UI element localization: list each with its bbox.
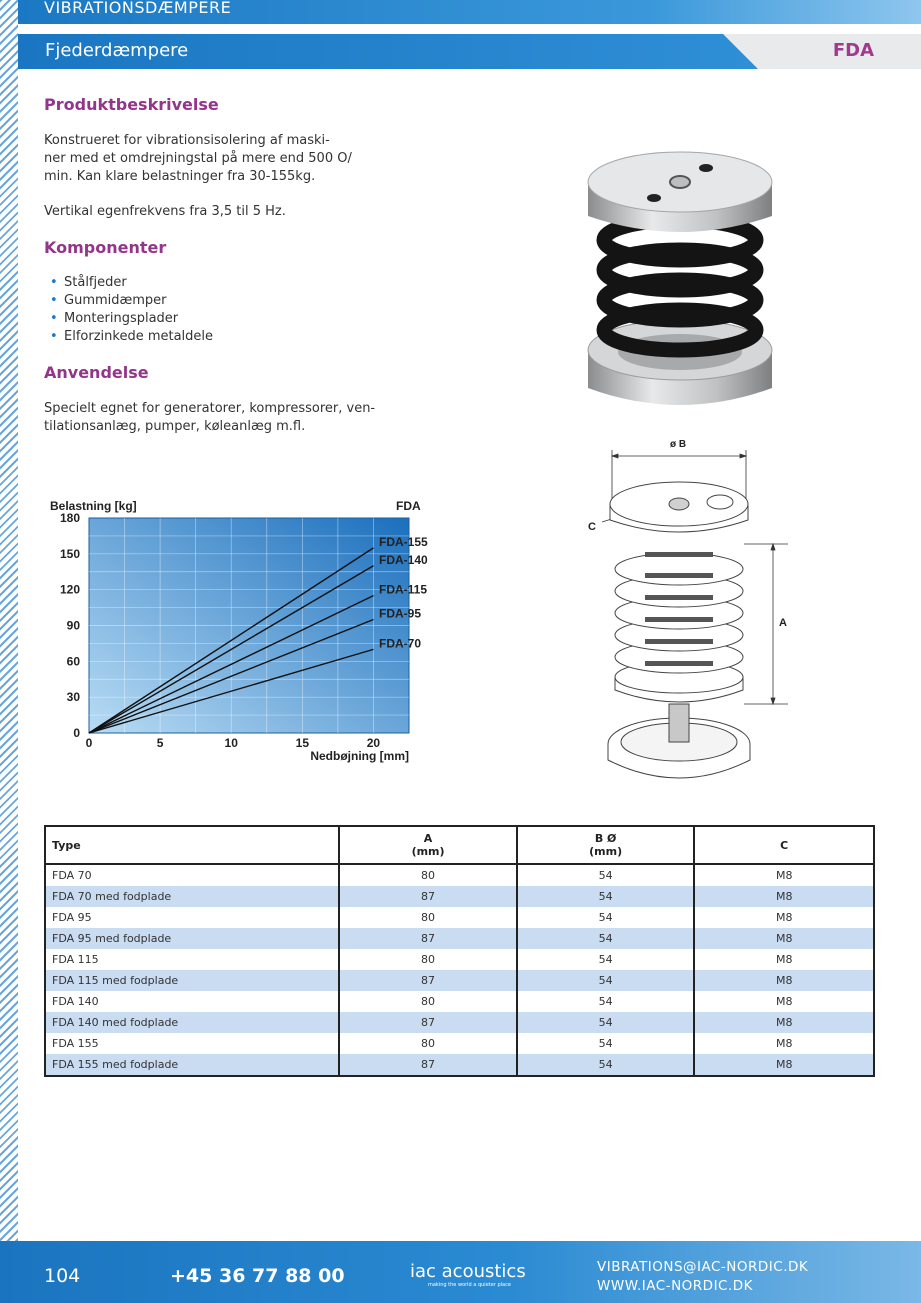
list-item: • Gummidæmper xyxy=(44,292,213,310)
load-deflection-chart xyxy=(44,496,444,766)
table-cell: FDA 140 med fodplade xyxy=(45,1012,339,1033)
table-cell: M8 xyxy=(694,886,874,907)
x-tick-label: 20 xyxy=(366,736,381,750)
table-cell: 87 xyxy=(339,970,517,991)
application-line: tilationsanlæg, pumper, køleanlæg m.fl. xyxy=(44,419,306,434)
x-tick-label: 5 xyxy=(156,736,164,750)
decorative-stripe xyxy=(0,0,18,1303)
y-tick-label: 30 xyxy=(66,690,80,705)
product-code: FDA xyxy=(832,40,874,61)
table-cell: FDA 140 xyxy=(45,991,339,1012)
table-cell: FDA 155 xyxy=(45,1033,339,1054)
table-row xyxy=(45,1012,874,1033)
table-cell: FDA 155 med fodplade xyxy=(45,1054,339,1076)
description-line: min. Kan klare belastninger fra 30-155kg. xyxy=(44,169,316,184)
x-tick-label: 0 xyxy=(85,736,93,750)
frequency-text: Vertikal egenfrekvens fra 3,5 til 5 Hz. xyxy=(44,204,286,219)
table-cell: 87 xyxy=(339,928,517,949)
y-axis-label: Belastning [kg] xyxy=(50,499,137,513)
table-cell: M8 xyxy=(694,928,874,949)
y-tick-label: 120 xyxy=(59,582,80,597)
table-cell: M8 xyxy=(694,907,874,928)
description-text xyxy=(44,132,352,186)
spec-table xyxy=(44,825,875,1077)
table-cell: FDA 115 xyxy=(45,949,339,970)
y-tick-label: 180 xyxy=(59,511,80,525)
table-cell: 54 xyxy=(517,928,695,949)
table-cell: 54 xyxy=(517,949,695,970)
column-header-label: B Ø xyxy=(594,832,617,845)
series-label: FDA-155 xyxy=(379,534,428,549)
table-row xyxy=(45,907,874,928)
table-row xyxy=(45,949,874,970)
x-axis-label: Nedbøjning [mm] xyxy=(310,749,409,763)
y-tick-label: 150 xyxy=(59,546,80,561)
table-cell: M8 xyxy=(694,1054,874,1076)
dimension-b-label: ø B xyxy=(670,439,687,450)
series-label: FDA-70 xyxy=(379,636,422,651)
column-header-label: A xyxy=(423,832,433,845)
website-link[interactable]: WWW.IAC-NORDIC.DK xyxy=(597,1278,754,1294)
column-header xyxy=(517,826,695,864)
title-bar xyxy=(18,34,921,69)
list-item: • Elforzinkede metaldele xyxy=(44,328,213,346)
series-label: FDA-95 xyxy=(379,606,422,621)
chart-title: FDA xyxy=(396,499,421,513)
footer xyxy=(0,1241,921,1303)
table-cell: FDA 95 med fodplade xyxy=(45,928,339,949)
table-cell: 54 xyxy=(517,991,695,1012)
table-cell: M8 xyxy=(694,949,874,970)
table-cell: 54 xyxy=(517,1054,695,1076)
y-tick-label: 60 xyxy=(66,654,80,669)
table-cell: 54 xyxy=(517,907,695,928)
table-cell: 54 xyxy=(517,1033,695,1054)
table-cell: 54 xyxy=(517,970,695,991)
table-cell: FDA 115 med fodplade xyxy=(45,970,339,991)
table-cell: FDA 70 xyxy=(45,864,339,886)
table-cell: 87 xyxy=(339,1012,517,1033)
column-header xyxy=(45,826,339,864)
description-line: Konstrueret for vibrationsisolering af maski- xyxy=(44,133,330,148)
table-cell: FDA 95 xyxy=(45,907,339,928)
dimension-a-label: A xyxy=(779,617,787,629)
column-header xyxy=(694,826,874,864)
table-header-row xyxy=(45,826,874,864)
description-heading: Produktbeskrivelse xyxy=(44,95,219,114)
table-row xyxy=(45,1033,874,1054)
section-label: VIBRATIONSDÆMPERE xyxy=(44,0,232,17)
table-cell: 54 xyxy=(517,864,695,886)
components-list xyxy=(44,274,213,346)
brand-tagline: making the world a quieter place xyxy=(428,1282,511,1288)
table-cell: 54 xyxy=(517,886,695,907)
table-cell: 80 xyxy=(339,864,517,886)
series-label: FDA-140 xyxy=(379,552,428,567)
application-line: Specielt egnet for generatorer, kompressorer, ven- xyxy=(44,401,376,416)
application-heading: Anvendelse xyxy=(44,363,149,382)
table-row xyxy=(45,928,874,949)
list-item: • Stålfjeder xyxy=(44,274,213,292)
table-row xyxy=(45,886,874,907)
table-cell: M8 xyxy=(694,864,874,886)
table-row xyxy=(45,991,874,1012)
table-cell: M8 xyxy=(694,1033,874,1054)
table-cell: 80 xyxy=(339,949,517,970)
table-cell: 80 xyxy=(339,991,517,1012)
series-label: FDA-115 xyxy=(379,582,428,597)
column-header xyxy=(339,826,517,864)
description-line: ner med et omdrejningstal på mere end 500 O/ xyxy=(44,151,352,166)
y-tick-label: 0 xyxy=(73,726,80,740)
table-cell: M8 xyxy=(694,991,874,1012)
column-header-unit: (mm) xyxy=(411,845,445,858)
table-row xyxy=(45,1054,874,1076)
x-tick-label: 15 xyxy=(295,736,310,750)
dimension-c-label: C xyxy=(588,521,596,533)
product-photo xyxy=(580,130,780,430)
column-header-label: C xyxy=(780,838,789,852)
page-number: 104 xyxy=(44,1265,81,1287)
email-link[interactable]: VIBRATIONS@IAC-NORDIC.DK xyxy=(597,1259,809,1275)
brand-logo: iac acoustics xyxy=(410,1261,526,1282)
column-header-label: Type xyxy=(52,838,81,852)
technical-drawing xyxy=(570,432,800,797)
table-cell: 87 xyxy=(339,1054,517,1076)
table-cell: 54 xyxy=(517,1012,695,1033)
components-heading: Komponenter xyxy=(44,238,167,257)
table-cell: M8 xyxy=(694,970,874,991)
application-text xyxy=(44,400,375,436)
list-item: • Monteringsplader xyxy=(44,310,213,328)
column-header-unit: (mm) xyxy=(589,845,623,858)
section-bar xyxy=(18,0,921,24)
table-cell: FDA 70 med fodplade xyxy=(45,886,339,907)
table-cell: 80 xyxy=(339,1033,517,1054)
table-cell: M8 xyxy=(694,1012,874,1033)
x-tick-label: 10 xyxy=(224,736,238,750)
phone-number: +45 36 77 88 00 xyxy=(170,1265,345,1287)
table-cell: 87 xyxy=(339,886,517,907)
table-cell: 80 xyxy=(339,907,517,928)
table-row xyxy=(45,970,874,991)
page-title: Fjederdæmpere xyxy=(45,40,189,61)
table-row xyxy=(45,864,874,886)
y-tick-label: 90 xyxy=(66,618,80,633)
